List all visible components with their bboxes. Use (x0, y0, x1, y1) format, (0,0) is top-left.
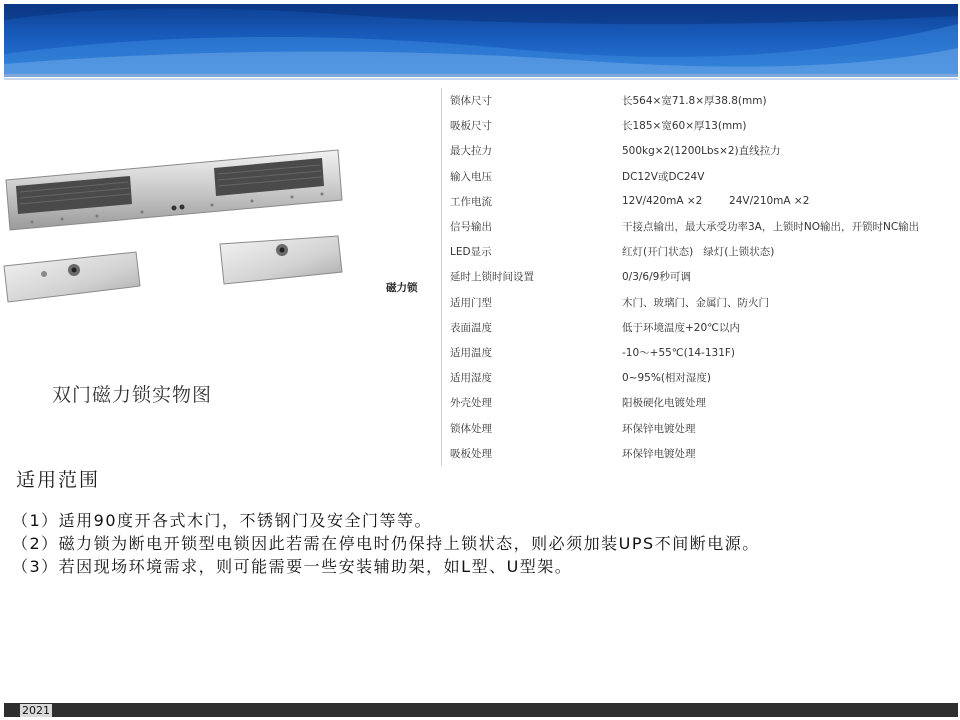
product-name: 磁力锁 (386, 282, 418, 294)
spec-row (442, 365, 957, 390)
spec-value: 12V/420mA ×2 24V/210mA ×2 (622, 195, 810, 208)
spec-label: 适用温度 (450, 346, 492, 359)
spec-row (442, 189, 957, 214)
spec-row (442, 164, 957, 189)
spec-value: DC12V或DC24V (622, 170, 705, 183)
spec-row (442, 441, 957, 466)
spec-row (442, 340, 957, 365)
spec-label: LED显示 (450, 246, 492, 259)
spec-label: 锁体处理 (450, 422, 492, 435)
spec-value: 红灯(开门状态) 绿灯(上锁状态) (622, 246, 775, 259)
usage-item: （2）磁力锁为断电开锁型电锁因此若需在停电时仍保持上锁状态，则必须加装UPS不间断电源。 (12, 534, 760, 553)
spec-label: 适用湿度 (450, 372, 492, 385)
spec-value: 环保锌电镀处理 (622, 447, 696, 460)
spec-value: 环保锌电镀处理 (622, 422, 696, 435)
spec-value: 0/3/6/9秒可调 (622, 271, 691, 284)
product-photo (2, 138, 344, 320)
spec-table (441, 88, 957, 466)
spec-label: 工作电流 (450, 195, 492, 208)
footer-year: 2021 (22, 704, 50, 717)
spec-label: 吸板处理 (450, 447, 492, 460)
spec-label: 适用门型 (450, 296, 492, 309)
spec-value: 0~95%(相对湿度) (622, 372, 712, 385)
usage-item: （3）若因现场环境需求，则可能需要一些安装辅助架，如L型、U型架。 (12, 557, 573, 576)
photo-caption: 双门磁力锁实物图 (52, 384, 213, 406)
spec-value: 干接点输出，最大承受功率3A，上锁时NO输出，开锁时NC输出 (622, 221, 920, 234)
banner-rule-light (4, 78, 958, 80)
spec-value: -10～+55℃(14-131F) (622, 346, 736, 359)
usage-item: （1）适用90度开各式木门，不锈钢门及安全门等等。 (12, 511, 433, 530)
spec-value: 500kg×2(1200Lbs×2)直线拉力 (622, 145, 781, 158)
footer-bar (4, 703, 958, 717)
banner-rule (4, 74, 958, 77)
spec-value: 长564×宽71.8×厚38.8(mm) (622, 95, 767, 108)
spec-label: 延时上锁时间设置 (450, 271, 534, 284)
spec-label: 吸板尺寸 (450, 120, 492, 133)
spec-value: 阳极硬化电镀处理 (622, 397, 706, 410)
usage-title: 适用范围 (16, 469, 101, 491)
spec-row (442, 239, 957, 264)
spec-row (442, 415, 957, 440)
spec-row (442, 290, 957, 315)
spec-label: 锁体尺寸 (450, 95, 492, 108)
usage-list (12, 509, 760, 578)
spec-label: 最大拉力 (450, 145, 492, 158)
spec-value: 长185×宽60×厚13(mm) (622, 120, 747, 133)
spec-label: 输入电压 (450, 170, 492, 183)
spec-value: 木门、玻璃门、金属门、防火门 (622, 296, 769, 309)
spec-label: 外壳处理 (450, 397, 492, 410)
spec-row (442, 214, 957, 239)
spec-value: 低于环境温度+20℃以内 (622, 321, 740, 334)
spec-label: 信号输出 (450, 221, 492, 234)
spec-row (442, 390, 957, 415)
spec-label: 表面温度 (450, 321, 492, 334)
spec-row (442, 113, 957, 138)
spec-row (442, 264, 957, 289)
spec-row (442, 88, 957, 113)
spec-row (442, 315, 957, 340)
spec-row (442, 138, 957, 163)
header-banner (4, 4, 958, 74)
banner-decoration (4, 4, 958, 74)
